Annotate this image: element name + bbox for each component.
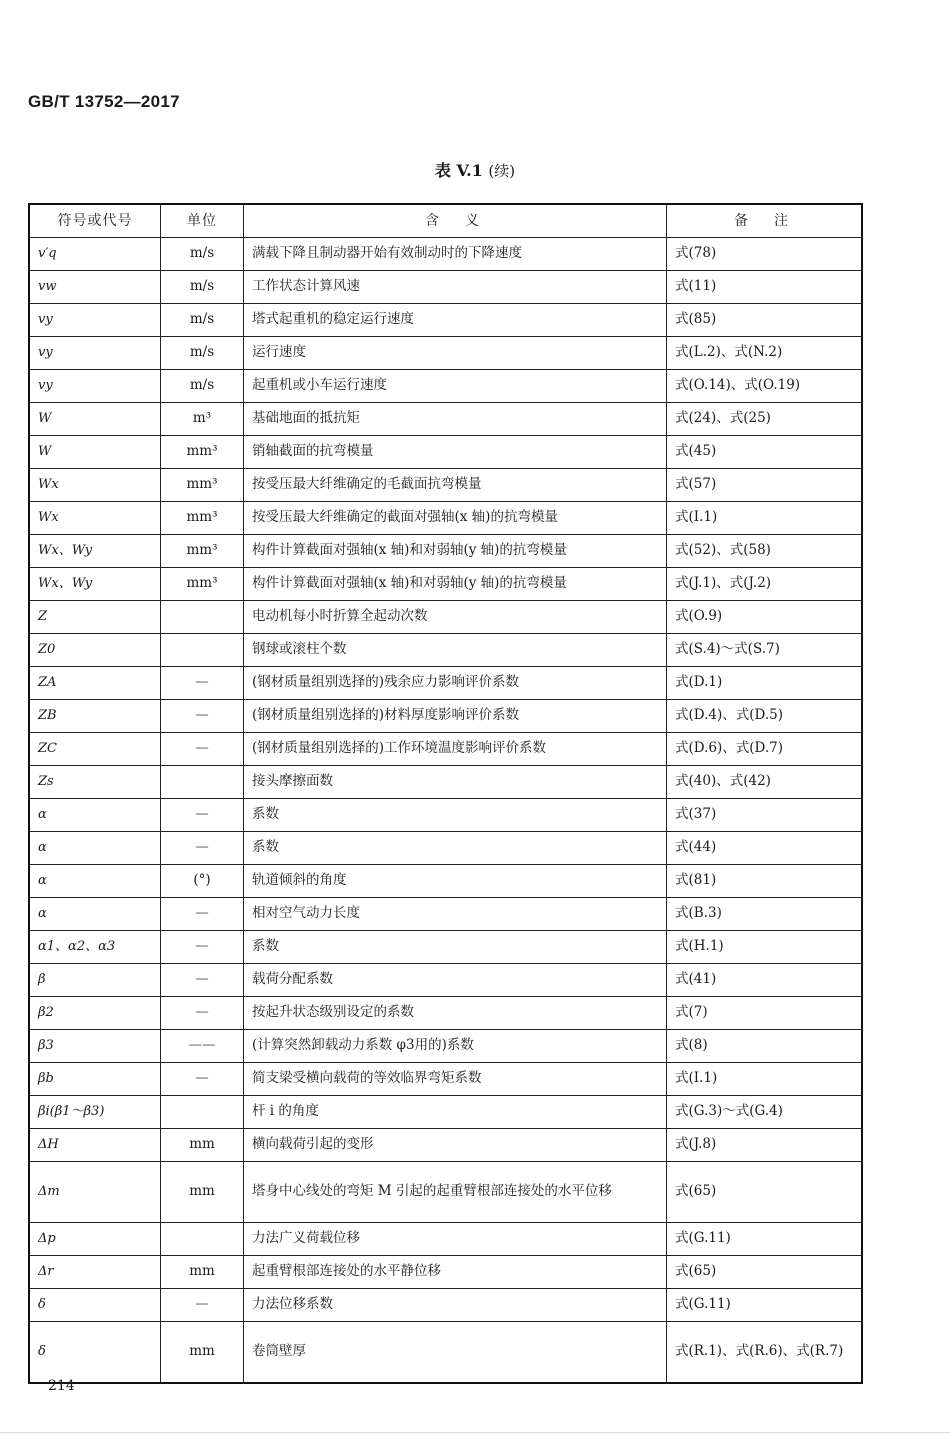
cell-symbol: α: [29, 832, 161, 865]
cell-meaning: 按受压最大纤维确定的毛截面抗弯模量: [244, 469, 667, 502]
cell-symbol: Δp: [29, 1223, 161, 1256]
cell-symbol: Z: [29, 601, 161, 634]
table-title-label: 表 V.1: [434, 161, 483, 180]
page-bottom-edge: [0, 1432, 950, 1433]
cell-note: 式(44): [667, 832, 863, 865]
cell-meaning: 接头摩擦面数: [244, 766, 667, 799]
page-number: 214: [48, 1378, 75, 1394]
cell-note: 式(78): [667, 238, 863, 271]
cell-symbol: Δr: [29, 1256, 161, 1289]
cell-note: 式(R.1)、式(R.6)、式(R.7): [667, 1322, 863, 1384]
table-row: [29, 700, 862, 733]
cell-symbol: δ: [29, 1322, 161, 1384]
cell-unit: —: [161, 1063, 244, 1096]
table-row: [29, 667, 862, 700]
cell-symbol: β3: [29, 1030, 161, 1063]
cell-note: 式(D.1): [667, 667, 863, 700]
cell-symbol: β: [29, 964, 161, 997]
table-row: [29, 271, 862, 304]
table-row: [29, 469, 862, 502]
cell-meaning: 销轴截面的抗弯模量: [244, 436, 667, 469]
cell-unit: (°): [161, 865, 244, 898]
table-row: [29, 1289, 862, 1322]
cell-meaning: 工作状态计算风速: [244, 271, 667, 304]
cell-unit: —: [161, 964, 244, 997]
cell-meaning: 塔身中心线处的弯矩 M 引起的起重臂根部连接处的水平位移: [244, 1162, 667, 1223]
cell-note: 式(O.14)、式(O.19): [667, 370, 863, 403]
cell-note: 式(65): [667, 1256, 863, 1289]
cell-unit: [161, 634, 244, 667]
cell-note: 式(8): [667, 1030, 863, 1063]
cell-symbol: W: [29, 403, 161, 436]
cell-symbol: α1、α2、α3: [29, 931, 161, 964]
cell-note: 式(L.2)、式(N.2): [667, 337, 863, 370]
standard-code: GB/T 13752—2017: [28, 92, 180, 111]
table-row: [29, 436, 862, 469]
cell-symbol: Wx: [29, 469, 161, 502]
symbol-table: [28, 203, 863, 1384]
table-row: [29, 568, 862, 601]
cell-meaning: 起重机或小车运行速度: [244, 370, 667, 403]
cell-unit: m/s: [161, 238, 244, 271]
cell-meaning: 系数: [244, 931, 667, 964]
cell-unit: mm: [161, 1162, 244, 1223]
header-symbol: 符号或代号: [29, 204, 161, 238]
cell-unit: m/s: [161, 271, 244, 304]
cell-symbol: Δm: [29, 1162, 161, 1223]
cell-note: 式(52)、式(58): [667, 535, 863, 568]
cell-note: 式(45): [667, 436, 863, 469]
cell-symbol: ΔH: [29, 1129, 161, 1162]
table-row: [29, 403, 862, 436]
cell-symbol: Wx、Wy: [29, 568, 161, 601]
cell-meaning: 基础地面的抵抗矩: [244, 403, 667, 436]
cell-note: 式(O.9): [667, 601, 863, 634]
header-note: 备 注: [667, 204, 863, 238]
cell-unit: —: [161, 898, 244, 931]
header-unit: 单位: [161, 204, 244, 238]
cell-symbol: β2: [29, 997, 161, 1030]
table-body: [29, 238, 862, 1384]
cell-meaning: 载荷分配系数: [244, 964, 667, 997]
cell-meaning: 简支梁受横向载荷的等效临界弯矩系数: [244, 1063, 667, 1096]
cell-unit: —: [161, 832, 244, 865]
table-row: [29, 304, 862, 337]
table-row: [29, 370, 862, 403]
cell-symbol: vw: [29, 271, 161, 304]
table-row: [29, 865, 862, 898]
cell-note: 式(D.4)、式(D.5): [667, 700, 863, 733]
cell-note: 式(24)、式(25): [667, 403, 863, 436]
cell-symbol: vy: [29, 304, 161, 337]
cell-note: 式(11): [667, 271, 863, 304]
cell-unit: —: [161, 799, 244, 832]
cell-meaning: 构件计算截面对强轴(x 轴)和对弱轴(y 轴)的抗弯模量: [244, 568, 667, 601]
table-row: [29, 1030, 862, 1063]
cell-note: 式(H.1): [667, 931, 863, 964]
cell-note: 式(81): [667, 865, 863, 898]
cell-note: 式(37): [667, 799, 863, 832]
cell-unit: mm³: [161, 502, 244, 535]
cell-meaning: 运行速度: [244, 337, 667, 370]
cell-unit: ——: [161, 1030, 244, 1063]
cell-note: 式(7): [667, 997, 863, 1030]
cell-symbol: α: [29, 898, 161, 931]
table-row: [29, 766, 862, 799]
cell-unit: —: [161, 733, 244, 766]
cell-meaning: 相对空气动力长度: [244, 898, 667, 931]
cell-meaning: 塔式起重机的稳定运行速度: [244, 304, 667, 337]
table-row: [29, 601, 862, 634]
cell-unit: mm: [161, 1256, 244, 1289]
table-row: [29, 535, 862, 568]
cell-unit: [161, 1096, 244, 1129]
header-meaning: 含 义: [244, 204, 667, 238]
cell-symbol: W: [29, 436, 161, 469]
cell-meaning: 电动机每小时折算全起动次数: [244, 601, 667, 634]
cell-meaning: 构件计算截面对强轴(x 轴)和对弱轴(y 轴)的抗弯模量: [244, 535, 667, 568]
cell-meaning: 按起升状态级别设定的系数: [244, 997, 667, 1030]
cell-note: 式(G.11): [667, 1223, 863, 1256]
cell-meaning: 力法广义荷载位移: [244, 1223, 667, 1256]
cell-symbol: ZA: [29, 667, 161, 700]
table-row: [29, 733, 862, 766]
cell-meaning: 系数: [244, 799, 667, 832]
table-row: [29, 1256, 862, 1289]
table-row: [29, 1322, 862, 1384]
cell-unit: m/s: [161, 337, 244, 370]
cell-meaning: 按受压最大纤维确定的截面对强轴(x 轴)的抗弯模量: [244, 502, 667, 535]
cell-note: 式(J.8): [667, 1129, 863, 1162]
cell-meaning: 满载下降且制动器开始有效制动时的下降速度: [244, 238, 667, 271]
cell-meaning: 系数: [244, 832, 667, 865]
cell-unit: —: [161, 667, 244, 700]
cell-note: 式(I.1): [667, 1063, 863, 1096]
table-row: [29, 1223, 862, 1256]
cell-unit: —: [161, 1289, 244, 1322]
table-row: [29, 931, 862, 964]
cell-note: 式(41): [667, 964, 863, 997]
table-row: [29, 337, 862, 370]
cell-unit: m³: [161, 403, 244, 436]
table-header-row: [29, 204, 862, 238]
table-row: [29, 1162, 862, 1223]
table-row: [29, 964, 862, 997]
cell-meaning: (钢材质量组别选择的)材料厚度影响评价系数: [244, 700, 667, 733]
table-row: [29, 238, 862, 271]
table-row: [29, 997, 862, 1030]
cell-meaning: 力法位移系数: [244, 1289, 667, 1322]
cell-unit: mm³: [161, 568, 244, 601]
cell-symbol: α: [29, 799, 161, 832]
table-row: [29, 634, 862, 667]
cell-symbol: Zs: [29, 766, 161, 799]
table-row: [29, 1063, 862, 1096]
cell-symbol: βb: [29, 1063, 161, 1096]
cell-note: 式(40)、式(42): [667, 766, 863, 799]
cell-note: 式(G.11): [667, 1289, 863, 1322]
cell-unit: —: [161, 700, 244, 733]
cell-note: 式(85): [667, 304, 863, 337]
table-row: [29, 799, 862, 832]
cell-unit: mm: [161, 1322, 244, 1384]
cell-symbol: vy: [29, 370, 161, 403]
cell-symbol: vy: [29, 337, 161, 370]
cell-unit: [161, 766, 244, 799]
cell-meaning: 横向载荷引起的变形: [244, 1129, 667, 1162]
cell-note: 式(I.1): [667, 502, 863, 535]
cell-unit: mm: [161, 1129, 244, 1162]
cell-symbol: v′q: [29, 238, 161, 271]
cell-symbol: ZB: [29, 700, 161, 733]
cell-meaning: (钢材质量组别选择的)工作环境温度影响评价系数: [244, 733, 667, 766]
cell-unit: mm³: [161, 535, 244, 568]
cell-meaning: 轨道倾斜的角度: [244, 865, 667, 898]
cell-note: 式(B.3): [667, 898, 863, 931]
table-row: [29, 502, 862, 535]
table-title: [0, 158, 950, 181]
cell-symbol: δ: [29, 1289, 161, 1322]
cell-meaning: 卷筒壁厚: [244, 1322, 667, 1384]
cell-unit: [161, 601, 244, 634]
cell-note: 式(G.3)～式(G.4): [667, 1096, 863, 1129]
cell-symbol: ZC: [29, 733, 161, 766]
cell-symbol: Z0: [29, 634, 161, 667]
table-row: [29, 832, 862, 865]
cell-unit: —: [161, 997, 244, 1030]
cell-symbol: Wx: [29, 502, 161, 535]
table-row: [29, 1096, 862, 1129]
table-row: [29, 898, 862, 931]
cell-unit: mm³: [161, 436, 244, 469]
cell-meaning: 钢球或滚柱个数: [244, 634, 667, 667]
cell-symbol: Wx、Wy: [29, 535, 161, 568]
cell-unit: —: [161, 931, 244, 964]
cell-note: 式(D.6)、式(D.7): [667, 733, 863, 766]
table-row: [29, 1129, 862, 1162]
cell-note: 式(J.1)、式(J.2): [667, 568, 863, 601]
cell-unit: m/s: [161, 370, 244, 403]
cell-note: 式(65): [667, 1162, 863, 1223]
cell-unit: [161, 1223, 244, 1256]
cell-symbol: βi(β1～β3): [29, 1096, 161, 1129]
cell-note: 式(57): [667, 469, 863, 502]
cell-meaning: (计算突然卸载动力系数 φ3用的)系数: [244, 1030, 667, 1063]
cell-meaning: 杆 i 的角度: [244, 1096, 667, 1129]
cell-unit: m/s: [161, 304, 244, 337]
cell-meaning: (钢材质量组别选择的)残余应力影响评价系数: [244, 667, 667, 700]
table-title-suffix: (续): [488, 162, 516, 180]
cell-meaning: 起重臂根部连接处的水平静位移: [244, 1256, 667, 1289]
cell-unit: mm³: [161, 469, 244, 502]
cell-note: 式(S.4)～式(S.7): [667, 634, 863, 667]
cell-symbol: α: [29, 865, 161, 898]
